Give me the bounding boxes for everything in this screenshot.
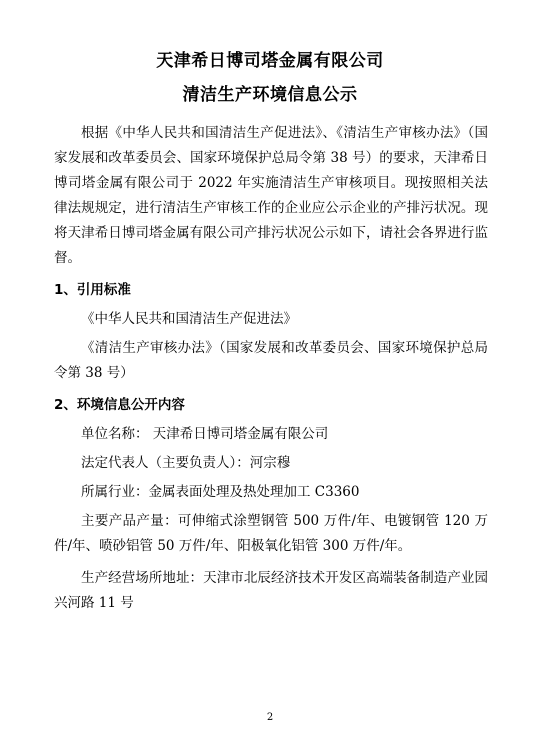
section-heading-standards: 1、引用标准	[54, 282, 131, 298]
products-paragraph: 主要产品产量：可伸缩式涂塑钢管 500 万件/年、电镀钢管 120 万件/年、喷砂铝管 50 万件/年、阳极氧化铝管 300 万件/年。	[54, 513, 488, 554]
address-paragraph: 生产经营场所地址：天津市北辰经济技术开发区高端装备制造产业园兴河路 11 号	[54, 570, 488, 611]
industry-line: 所属行业：金属表面处理及热处理加工 C3360	[81, 484, 360, 500]
document-subtitle: 清洁生产环境信息公示	[182, 85, 358, 105]
section-heading-disclosure: 2、环境信息公开内容	[54, 397, 185, 413]
page-number: 2	[266, 712, 274, 723]
intro-paragraph: 根据《中华人民共和国清洁生产促进法》、《清洁生产审核办法》（国家发展和改革委员会、国家环境保护总局令第 38 号）的要求，天津希日博司塔金属有限公司于 2022 年实施清洁生产审核项目。现按照相关法律法规规定，进行清洁生产审核工作的企业应公示企业的产排污状况。现将天津希日博司塔金属有限公司产排污状况公示如下，请社会各界进行监督。	[54, 125, 488, 266]
standard-item: 《中华人民共和国清洁生产促进法》	[81, 311, 297, 327]
legal-representative-line: 法定代表人（主要负责人）：河宗穆	[81, 455, 291, 471]
document-title: 天津希日博司塔金属有限公司	[156, 51, 384, 71]
document-body	[54, 121, 488, 616]
unit-name-line: 单位名称： 天津希日博司塔金属有限公司	[81, 426, 329, 442]
standard-item: 《清洁生产审核办法》（国家发展和改革委员会、国家环境保护总局令第 38 号）	[54, 340, 488, 381]
